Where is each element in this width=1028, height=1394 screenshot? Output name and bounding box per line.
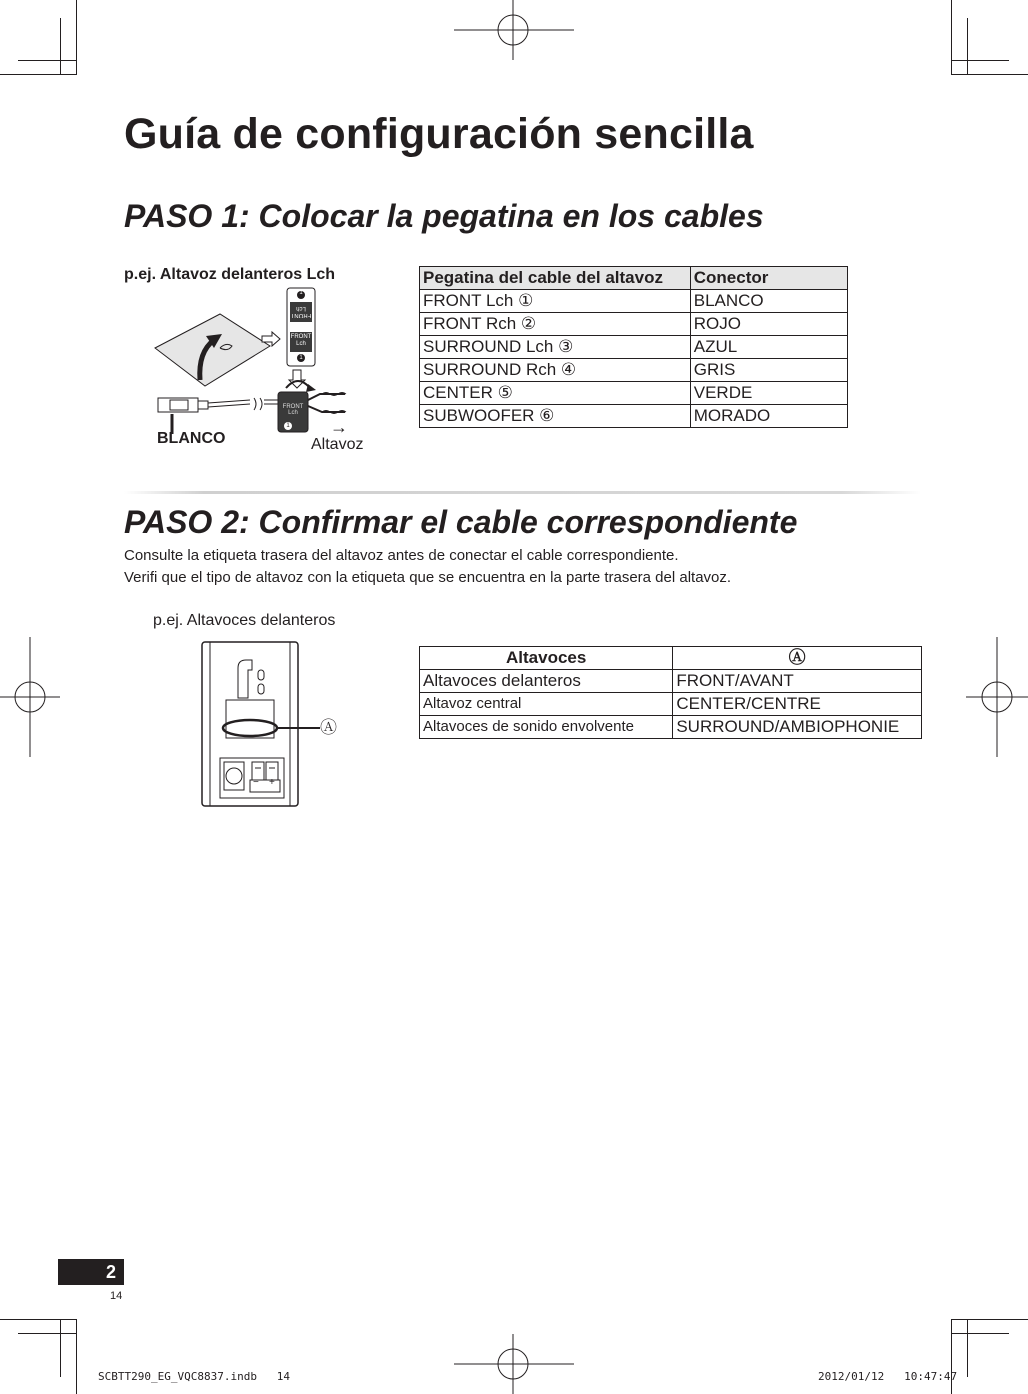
speaker-arrow-icon: → — [330, 417, 348, 437]
sub-page-number: 14 — [110, 1290, 123, 1302]
paso1-example-label: p.ej. Altavoz delanteros Lch — [124, 266, 336, 283]
header-altavoces: Altavoces — [420, 647, 673, 670]
sticker-sheet — [155, 314, 270, 386]
registration-mark-left — [0, 637, 62, 757]
header-label-a: Ⓐ — [673, 647, 922, 670]
paso2-example-label: p.ej. Altavoces delanteros — [153, 612, 336, 629]
cell-sticker: FRONT Lch ① — [420, 290, 691, 313]
cell-speaker: Altavoz central — [420, 693, 673, 716]
page-number: 2 — [58, 1259, 124, 1285]
terminal-minus-label: − — [253, 777, 259, 788]
table-row — [420, 359, 848, 382]
table-header-row — [420, 267, 848, 290]
sticker-number-top: 1 — [299, 290, 303, 296]
cell-connector: VERDE — [690, 382, 847, 405]
sticker-connector-table — [419, 266, 848, 428]
terminal-plus-label: + — [269, 777, 275, 788]
cell-sticker: SURROUND Lch ③ — [420, 336, 691, 359]
table-row — [420, 290, 848, 313]
speaker-label-table — [419, 646, 922, 739]
cable-wire — [208, 400, 250, 407]
paso2-line1: Consulte la etiqueta trasera del altavoz antes de conectar el cable correspondiente. — [124, 547, 679, 564]
section-divider — [124, 491, 921, 494]
paso1-heading: PASO 1: Colocar la pegatina en los cables — [124, 198, 764, 234]
table-row — [420, 693, 922, 716]
wrapped-sticker-number: 1 — [286, 423, 290, 429]
cell-label: CENTER/CENTRE — [673, 693, 922, 716]
sticker-text-top: FRONT Lch — [290, 305, 312, 318]
cell-sticker: FRONT Rch ② — [420, 313, 691, 336]
cable-color-label: BLANCO — [157, 430, 226, 447]
cell-speaker: Altavoces delanteros — [420, 670, 673, 693]
cell-connector: GRIS — [690, 359, 847, 382]
cell-connector: AZUL — [690, 336, 847, 359]
cell-label: FRONT/AVANT — [673, 670, 922, 693]
paso2-line2: Verifi que el tipo de altavoz con la etiqueta que se encuentra en la parte trasera del altavoz. — [124, 569, 732, 586]
sticker-text-bottom: FRONT Lch — [290, 334, 312, 347]
down-hollow-arrow — [289, 370, 305, 388]
cell-connector: BLANCO — [690, 290, 847, 313]
cell-speaker: Altavoces de sonido envolvente — [420, 716, 673, 739]
table-row — [420, 670, 922, 693]
header-sticker: Pegatina del cable del altavoz — [420, 267, 691, 290]
cell-label: SURROUND/AMBIOPHONIE — [673, 716, 922, 739]
table-row — [420, 336, 848, 359]
table-row — [420, 716, 922, 739]
registration-mark-right — [966, 637, 1028, 757]
wrapped-sticker-text: FRONT Lch — [282, 404, 304, 416]
cell-connector: ROJO — [690, 313, 847, 336]
cell-sticker: CENTER ⑤ — [420, 382, 691, 405]
footer-file: SCBTT290_EG_VQC8837.indb 14 — [98, 1370, 291, 1383]
page-title: Guía de configuración sencilla — [124, 110, 754, 158]
table-header-row — [420, 647, 922, 670]
table-row — [420, 405, 848, 428]
cell-connector: MORADO — [690, 405, 847, 428]
table-row — [420, 382, 848, 405]
cell-sticker: SUBWOOFER ⑥ — [420, 405, 691, 428]
sticker-cable-figure — [150, 286, 370, 436]
footer-datetime: 2012/01/12 10:47:47 — [818, 1370, 958, 1383]
speaker-label: Altavoz — [311, 436, 364, 453]
registration-mark-top — [454, 0, 574, 62]
table-row — [420, 313, 848, 336]
header-connector: Conector — [690, 267, 847, 290]
paso2-heading: PASO 2: Confirmar el cable correspondiente — [124, 504, 798, 540]
registration-mark-bottom — [454, 1334, 574, 1394]
cell-sticker: SURROUND Rch ④ — [420, 359, 691, 382]
sticker-number-bottom: 1 — [299, 355, 303, 361]
label-marker-a: Ⓐ — [320, 718, 337, 737]
